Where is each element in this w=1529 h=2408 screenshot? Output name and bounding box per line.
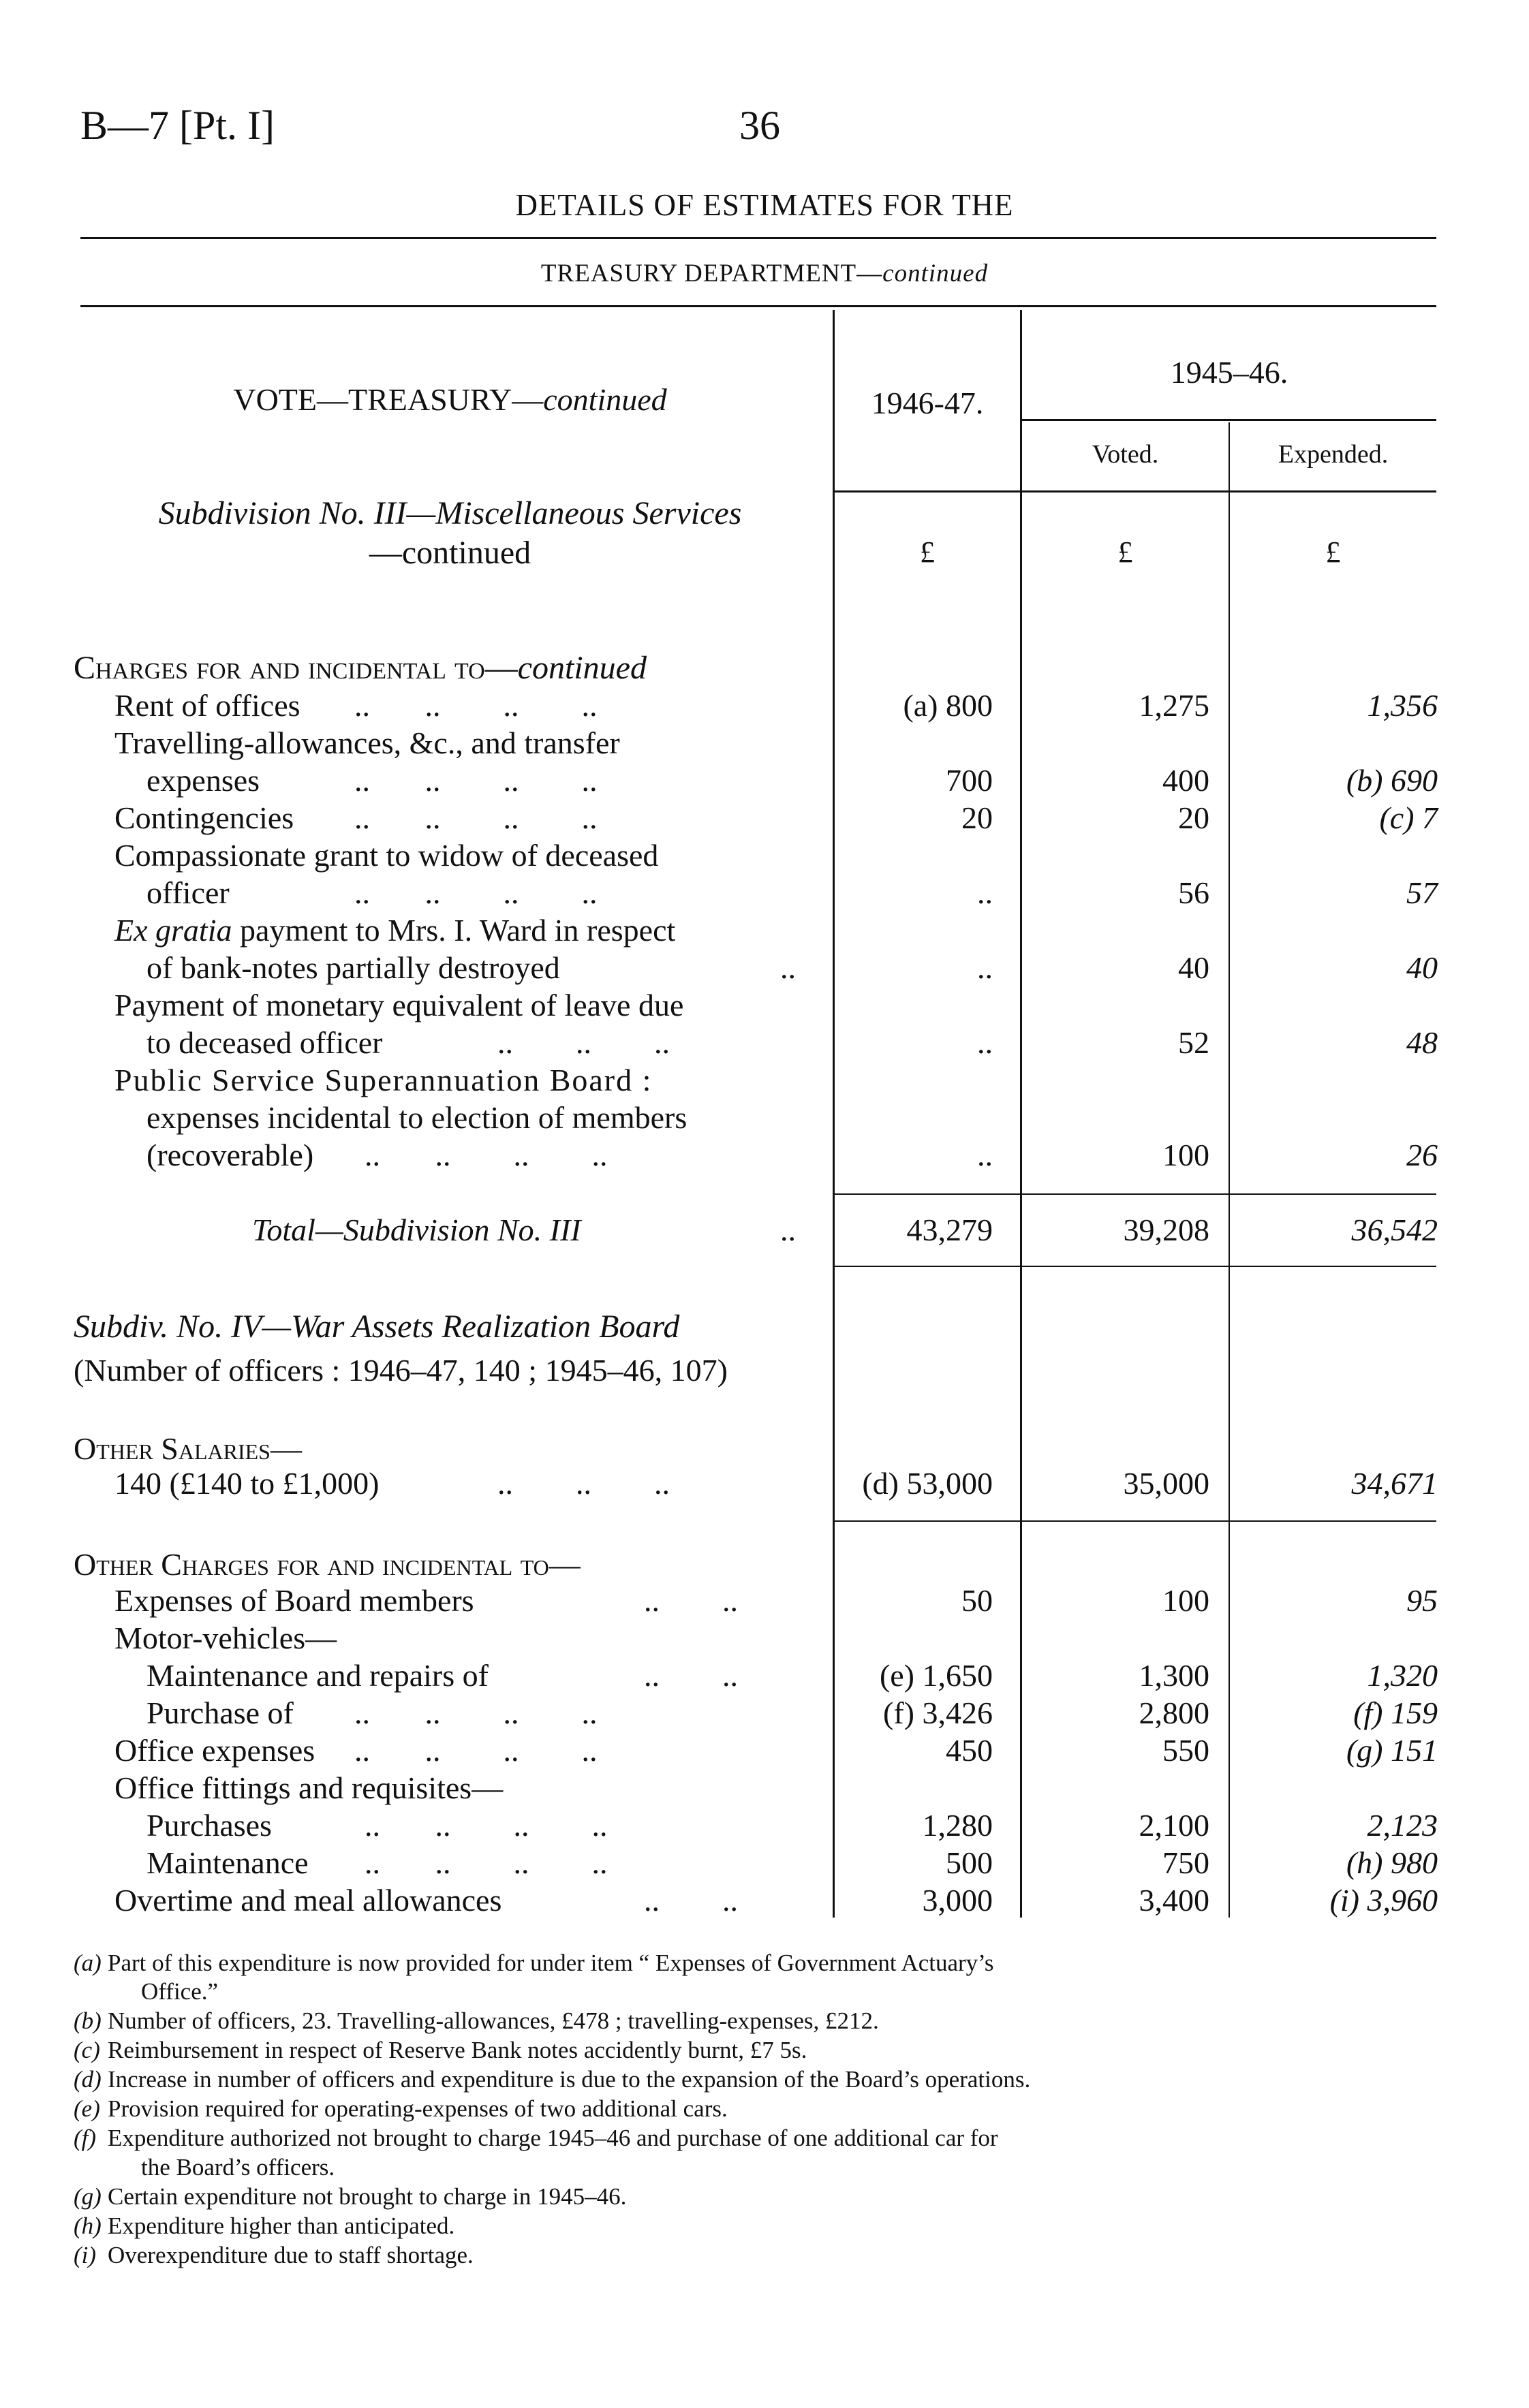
row-label: Ex gratia payment to Mrs. I. Ward in respect [114, 913, 676, 948]
leader-dots: .. .. .. .. [354, 763, 598, 798]
total-label: Total—Subdivision No. III [252, 1213, 581, 1247]
leader-dots: .. .. .. .. [354, 800, 598, 835]
leader-dots: .. .. [644, 1883, 738, 1918]
total-voted: 39,208 [1123, 1213, 1209, 1247]
department-subtitle: TREASURY DEPARTMENT—continued [540, 260, 989, 287]
row-label: officer [146, 875, 230, 910]
column-voted: Voted. [1092, 440, 1159, 469]
row-label: 140 (£140 to £1,000) [114, 1466, 380, 1501]
cell-1946-47: 700 [946, 763, 993, 798]
cell-expended: (f) 159 [1353, 1695, 1438, 1730]
leader-dots: .. .. .. .. [365, 1845, 608, 1880]
row-label: of bank-notes partially destroyed [146, 950, 560, 985]
table-row [0, 1844, 1529, 1882]
table-row [0, 949, 1529, 987]
footnote: (c) Reimbursement in respect of Reserve Bank notes accidently burnt, £7 5s. [74, 2037, 807, 2063]
table-row [0, 1619, 1529, 1657]
cell-voted: 40 [1178, 950, 1209, 985]
table-row [0, 1769, 1529, 1807]
cell-voted: 750 [1162, 1845, 1209, 1880]
cell-1946-47: (f) 3,426 [883, 1695, 993, 1730]
cell-1946-47: (d) 53,000 [862, 1466, 993, 1501]
leader-dots: .. [780, 950, 796, 985]
cell-expended: (b) 690 [1346, 763, 1438, 798]
cell-voted: 1,300 [1139, 1658, 1209, 1693]
footnote: (f) Expenditure authorized not brought to charge 1945–46 and purchase of one additional car for [74, 2125, 998, 2151]
cell-expended: 95 [1406, 1583, 1438, 1618]
pound-sign: £ [1325, 535, 1341, 569]
table-row [0, 1694, 1529, 1732]
total-rule [833, 1193, 1436, 1195]
row-label: Office expenses [114, 1733, 315, 1768]
leader-dots: .. .. .. .. [365, 1808, 608, 1843]
cell-1946-47: 3,000 [922, 1883, 993, 1918]
pound-sign: £ [1117, 535, 1133, 569]
cell-1946-47: 500 [946, 1845, 993, 1880]
total-bottom-rule [833, 1266, 1436, 1267]
row-label: expenses [146, 763, 260, 798]
table-row [0, 911, 1529, 950]
cell-expended: 40 [1406, 950, 1438, 985]
column-header-rule [833, 490, 1436, 492]
row-label: Compassionate grant to widow of deceased [114, 838, 659, 873]
title-rule [80, 237, 1436, 239]
leader-dots: .. .. [644, 1583, 738, 1618]
officer-count: (Number of officers : 1946–47, 140 ; 1945–46, 107) [74, 1353, 728, 1388]
column-1946-47: 1946-47. [871, 386, 984, 420]
leader-dots: .. .. .. [497, 1025, 670, 1060]
subdivision-4-heading: Subdiv. No. IV—War Assets Realization Board [74, 1309, 680, 1345]
document-reference: B—7 [Pt. I] [80, 103, 275, 148]
total-1946-47: 43,279 [906, 1213, 993, 1247]
cell-expended: 1,320 [1367, 1658, 1438, 1693]
footnote: (b) Number of officers, 23. Travelling-allowances, £478 ; travelling-expenses, £212. [74, 2007, 879, 2034]
row-label: Motor-vehicles— [114, 1621, 337, 1655]
page-title: DETAILS OF ESTIMATES FOR THE [515, 188, 1014, 222]
row-label: to deceased officer [146, 1025, 383, 1060]
row-label: Purchases [146, 1808, 272, 1843]
row-label: Office fittings and requisites— [114, 1770, 504, 1805]
cell-1946-47: .. [977, 875, 993, 910]
cell-voted: 400 [1162, 763, 1209, 798]
cell-1946-47: .. [977, 1138, 993, 1172]
cell-voted: 3,400 [1139, 1883, 1209, 1918]
salaries-rule [833, 1520, 1436, 1522]
cell-1946-47: (a) 800 [903, 688, 993, 723]
column-1945-46: 1945–46. [1170, 355, 1288, 390]
leader-dots: .. [780, 1213, 796, 1247]
row-label: Rent of offices [114, 688, 300, 723]
row-label: Maintenance and repairs of [146, 1658, 489, 1693]
table-row [0, 1099, 1529, 1137]
cell-voted: 2,100 [1139, 1808, 1209, 1843]
pound-sign: £ [920, 535, 935, 569]
footnote-continuation: Office.” [141, 1978, 219, 2005]
row-label: Public Service Superannuation Board : [114, 1063, 653, 1097]
footnote: (g) Certain expenditure not brought to charge in 1945–46. [74, 2183, 627, 2210]
cell-expended: 57 [1406, 875, 1438, 910]
other-charges-heading: Other Charges for and incidental to— [74, 1547, 581, 1582]
table-row [0, 1465, 1529, 1503]
cell-expended: 26 [1406, 1138, 1438, 1172]
cell-voted: 550 [1162, 1733, 1209, 1768]
table-row [0, 1136, 1529, 1174]
leader-dots: .. .. .. .. [354, 875, 598, 910]
cell-expended: 1,356 [1367, 688, 1438, 723]
subtitle-rule [80, 305, 1436, 307]
total-expended: 36,542 [1351, 1213, 1438, 1247]
footnote: (e) Provision required for operating-expenses of two additional cars. [74, 2095, 728, 2122]
cell-voted: 52 [1178, 1025, 1209, 1060]
table-row [0, 1657, 1529, 1695]
footnote: (h) Expenditure higher than anticipated. [74, 2212, 455, 2239]
cell-expended: 34,671 [1351, 1466, 1438, 1501]
cell-expended: (h) 980 [1346, 1845, 1438, 1880]
cell-voted: 100 [1162, 1583, 1209, 1618]
table-row [0, 1881, 1529, 1920]
table-row [0, 762, 1529, 800]
cell-voted: 2,800 [1139, 1695, 1209, 1730]
leader-dots: .. .. .. .. [354, 1695, 598, 1730]
table-row [0, 687, 1529, 725]
footnote: (a) Part of this expenditure is now provided for under item “ Expenses of Government Actuary’s [74, 1950, 994, 1976]
cell-expended: 2,123 [1367, 1808, 1438, 1843]
table-row [0, 1582, 1529, 1620]
cell-1946-47: .. [977, 1025, 993, 1060]
cell-voted: 100 [1162, 1138, 1209, 1172]
leader-dots: .. .. .. .. [365, 1138, 608, 1172]
row-label: Maintenance [146, 1845, 309, 1880]
cell-voted: 35,000 [1123, 1466, 1209, 1501]
cell-voted: 56 [1178, 875, 1209, 910]
row-label: Overtime and meal allowances [114, 1883, 502, 1918]
cell-1946-47: 50 [961, 1583, 993, 1618]
leader-dots: .. .. [644, 1658, 738, 1693]
cell-1946-47: 450 [946, 1733, 993, 1768]
cell-1946-47: .. [977, 950, 993, 985]
other-salaries-heading: Other Salaries— [74, 1431, 302, 1466]
row-label: expenses incidental to election of members [146, 1100, 688, 1135]
column-expended: Expended. [1278, 440, 1389, 469]
charges-heading: Charges for and incidental to—continued [74, 650, 647, 686]
total-row [0, 1211, 1529, 1249]
leader-dots: .. .. .. .. [354, 1733, 598, 1768]
table-row [0, 986, 1529, 1025]
year-header-rule [1020, 419, 1436, 421]
row-label: Travelling-allowances, &c., and transfer [114, 725, 620, 760]
cell-1946-47: 20 [961, 800, 993, 835]
footnote: (d) Increase in number of officers and expenditure is due to the expansion of the Board’s operations. [74, 2066, 1031, 2093]
leader-dots: .. .. .. [497, 1466, 670, 1501]
row-label: Payment of monetary equivalent of leave due [114, 988, 684, 1022]
table-row [0, 1807, 1529, 1845]
table-row [0, 1061, 1529, 1099]
cell-1946-47: 1,280 [922, 1808, 993, 1843]
row-label: (recoverable) [146, 1138, 314, 1172]
table-row [0, 836, 1529, 875]
table-row [0, 1732, 1529, 1770]
cell-voted: 1,275 [1139, 688, 1209, 723]
vote-heading: VOTE—TREASURY—continued [233, 382, 667, 417]
row-label: Contingencies [114, 800, 294, 835]
subdivision-3-heading: Subdivision No. III—Miscellaneous Services —continued [158, 495, 742, 571]
footnote: (i) Overexpenditure due to staff shortage. [74, 2242, 474, 2268]
cell-expended: (i) 3,960 [1329, 1883, 1438, 1918]
page-number: 36 [739, 103, 780, 148]
cell-expended: (g) 151 [1346, 1733, 1438, 1768]
cell-1946-47: (e) 1,650 [879, 1658, 993, 1693]
row-label: Expenses of Board members [114, 1583, 474, 1618]
table-row [0, 724, 1529, 762]
footnote-continuation: the Board’s officers. [141, 2154, 335, 2180]
cell-voted: 20 [1178, 800, 1209, 835]
cell-expended: 48 [1406, 1025, 1438, 1060]
table-row [0, 874, 1529, 912]
leader-dots: .. .. .. .. [354, 688, 598, 723]
cell-expended: (c) 7 [1379, 800, 1438, 835]
row-label: Purchase of [146, 1695, 294, 1730]
table-row [0, 799, 1529, 837]
table-row [0, 1024, 1529, 1062]
